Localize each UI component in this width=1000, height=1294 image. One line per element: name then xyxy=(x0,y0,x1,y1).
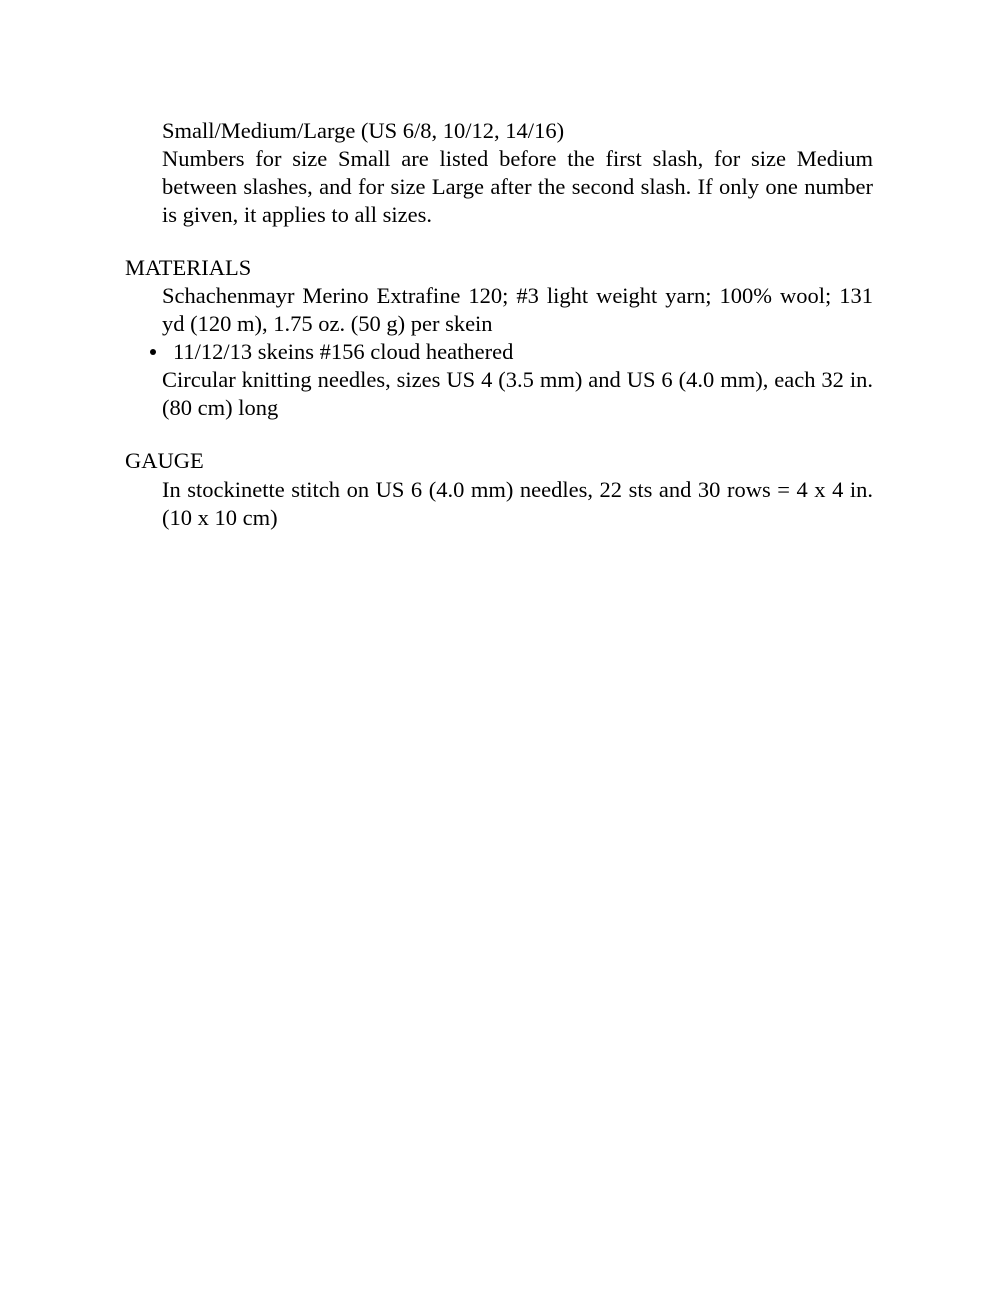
bullet-icon xyxy=(150,349,156,355)
sizes-title: Small/Medium/Large (US 6/8, 10/12, 14/16) xyxy=(162,118,565,143)
materials-heading: MATERIALS xyxy=(125,255,252,280)
materials-yarn: Schachenmayr Merino Extrafine 120; #3 light weight yarn; 100% wool; 131 yd (120 m), 1.75 oz. (50 g) per skein xyxy=(162,283,873,336)
sizes-description: Numbers for size Small are listed before the first slash, for size Medium between slashes, and for size Large after the second slash. If only one number is given, it applies to all sizes. xyxy=(162,146,873,227)
gauge-heading: GAUGE xyxy=(125,448,204,473)
materials-bullet-text: 11/12/13 skeins #156 cloud heathered xyxy=(173,339,514,364)
materials-bullet-item xyxy=(150,338,513,366)
gauge-text: In stockinette stitch on US 6 (4.0 mm) needles, 22 sts and 30 rows = 4 x 4 in. (10 x 10 cm) xyxy=(162,477,873,530)
materials-needles: Circular knitting needles, sizes US 4 (3.5 mm) and US 6 (4.0 mm), each 32 in. (80 cm) long xyxy=(162,367,873,420)
